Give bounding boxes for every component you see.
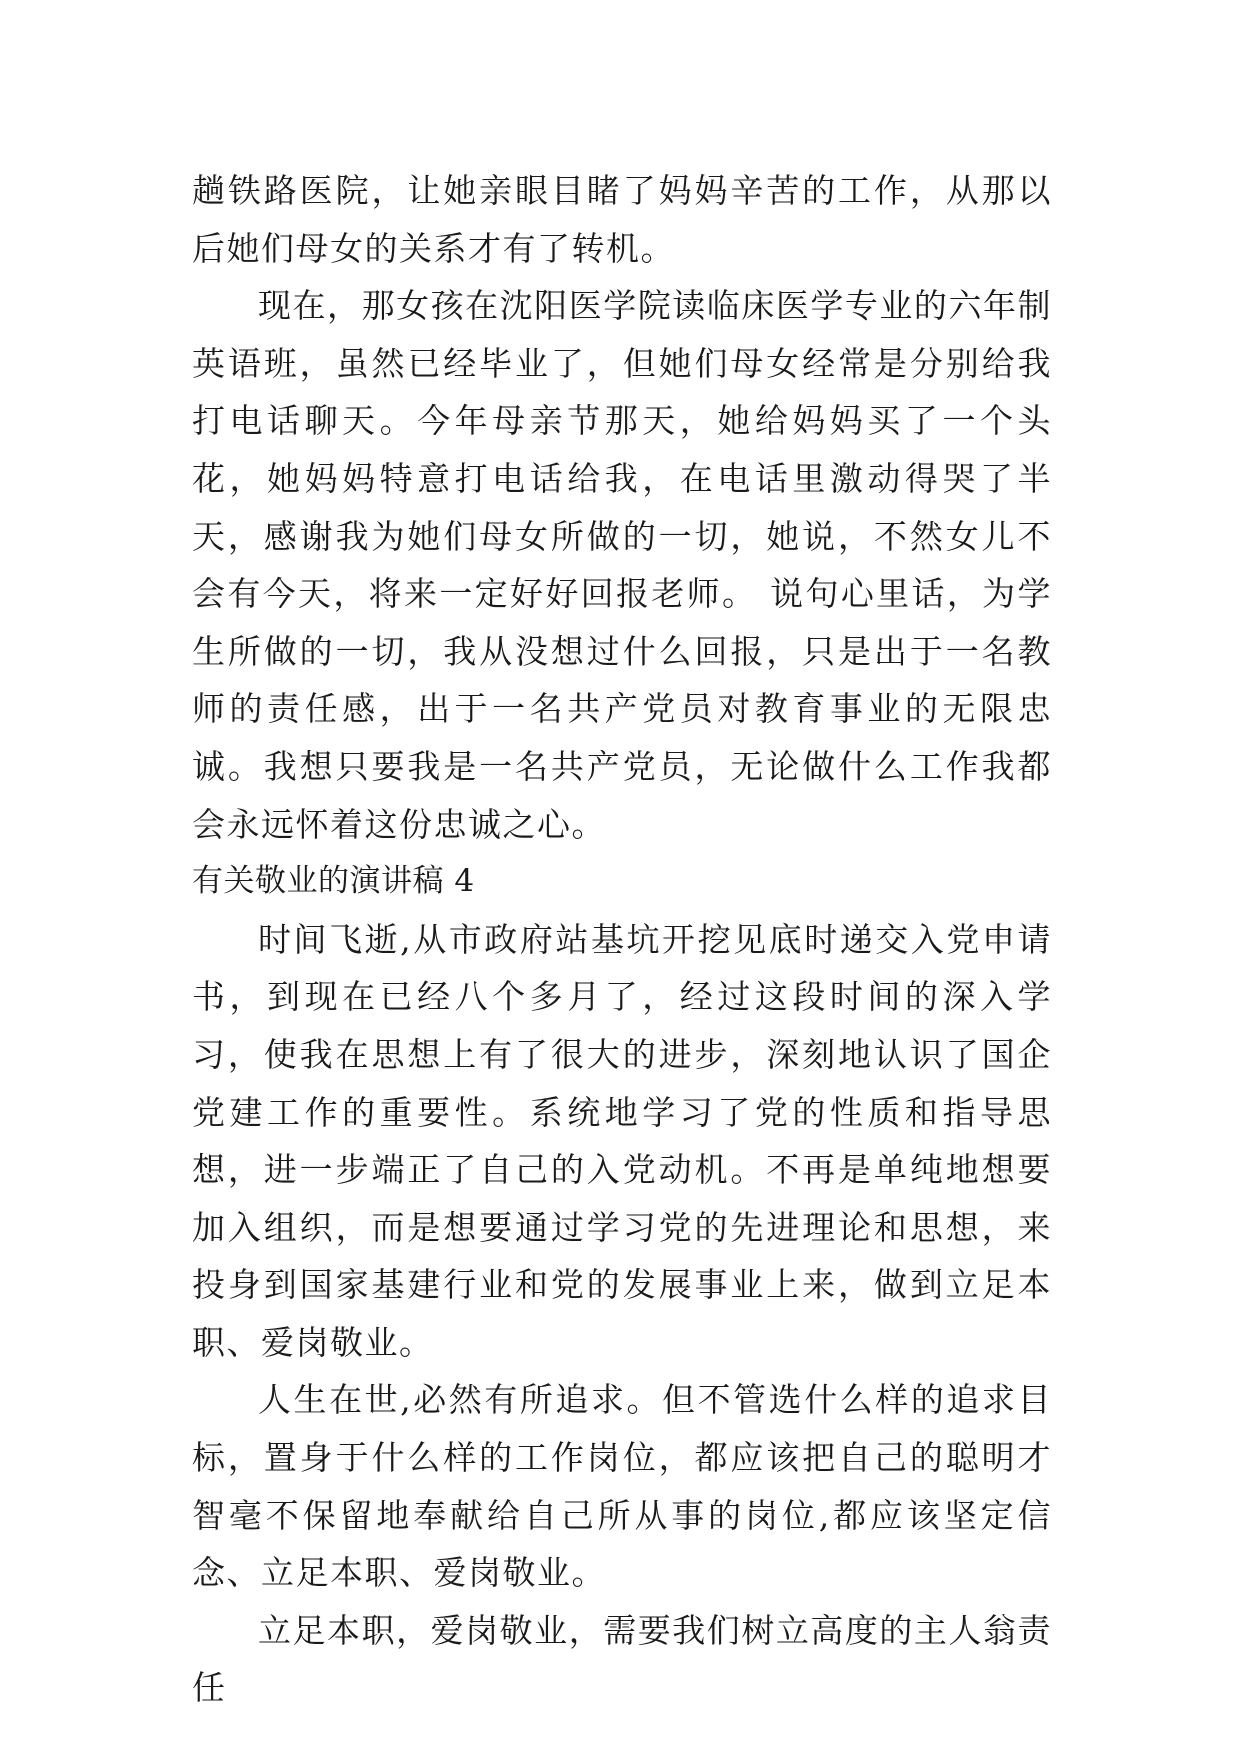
paragraph-dedication: 立足本职，爱岗敬业，需要我们树立高度的主人翁责任: [192, 1610, 1052, 1708]
paragraph-teacher-reflection: 现在，那女孩在沈阳医学院读临床医学专业的六年制英语班，虽然已经毕业了，但她们母女经常是分别给我打电话聊天。今年母亲节那天，她给妈妈买了一个头花，她妈妈特意打电话给我，在电话里激动得哭了半天，感谢我为她们母女所做的一切，她说，不然女儿不会有今天，将来一定好好回报老师。 说句心里话，为学生所做的一切，我从没想过什么回报，只是出于一名教师的责任感，出于一名共产党员对教育事业的无限忠诚。我想只要我是一名共产党员，无论做什么工作我都会永远怀着这份忠诚之心。: [192, 286, 1052, 844]
document-body: [192, 162, 1052, 1717]
paragraph-party-application: 时间飞逝,从市政府站基坑开挖见底时递交入党申请书，到现在已经八个多月了，经过这段时间的深入学习，使我在思想上有了很大的进步，深刻地认识了国企党建工作的重要性。系统地学习了党的性质和指导思想，进一步端正了自己的入党动机。不再是单纯地想要加入组织，而是想要通过学习党的先进理论和思想，来投身到国家基建行业和党的发展事业上来，做到立足本职、爱岗敬业。: [192, 919, 1052, 1362]
paragraph-life-pursuit: 人生在世,必然有所追求。但不管选什么样的追求目标，置身于什么样的工作岗位，都应该把自己的聪明才智毫不保留地奉献给自己所从事的岗位,都应该坚定信念、立足本职、爱岗敬业。: [192, 1380, 1052, 1593]
section-heading: 有关敬业的演讲稿 4: [192, 863, 475, 900]
paragraph-continuation: 趟铁路医院，让她亲眼目睹了妈妈辛苦的工作，从那以后她们母女的关系才有了转机。: [192, 171, 1052, 268]
